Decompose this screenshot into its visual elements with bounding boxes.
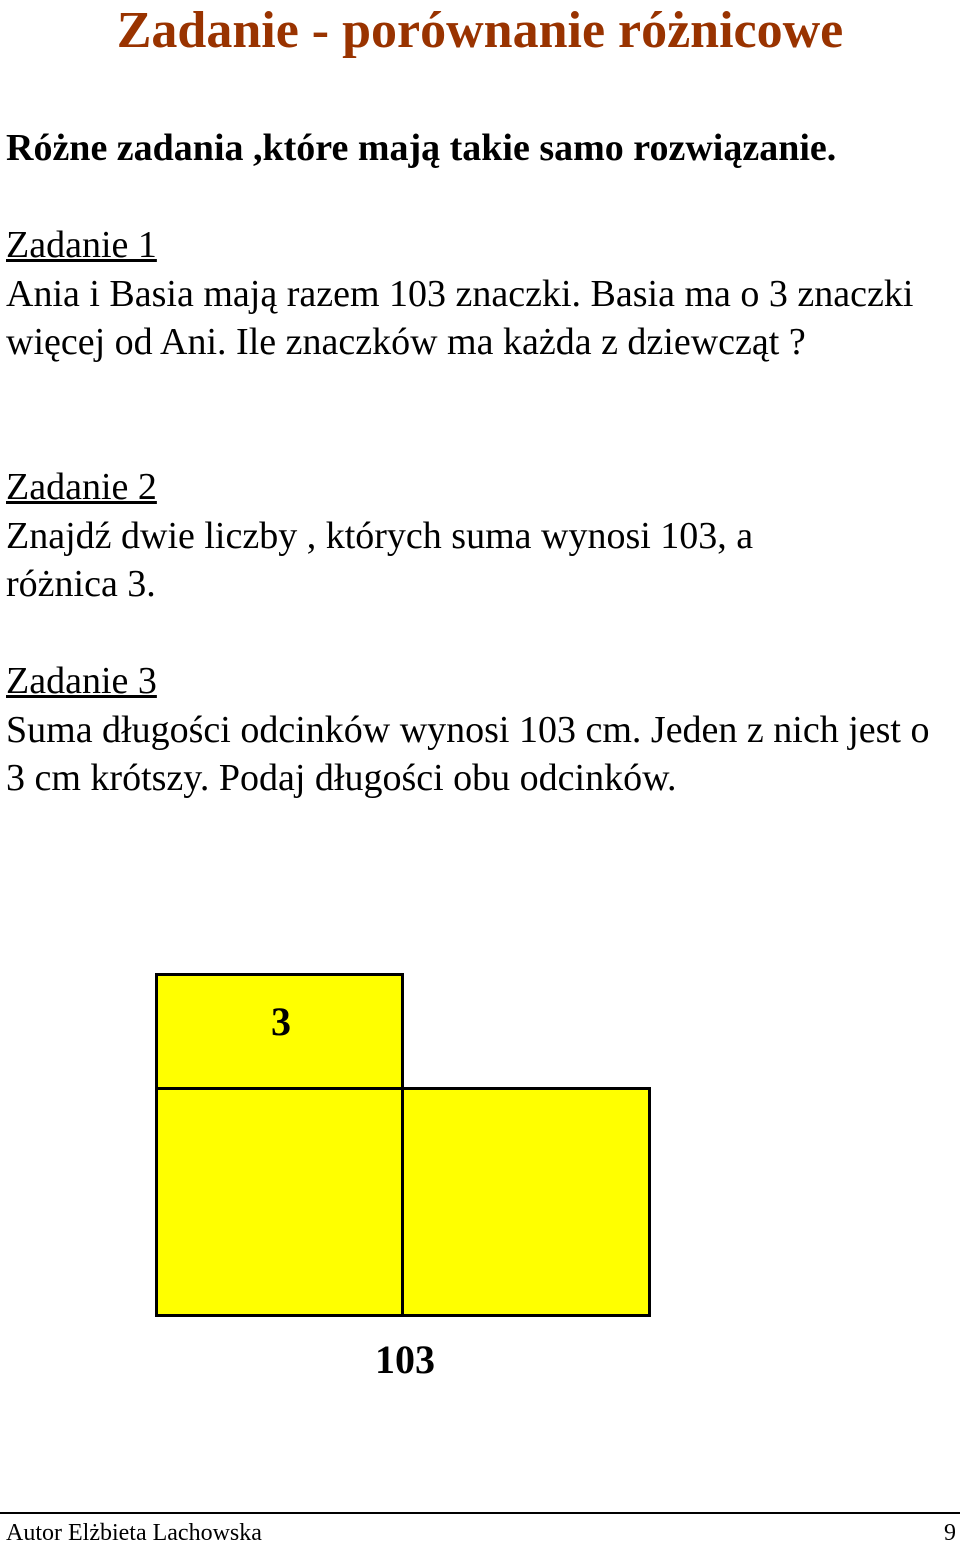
- task-3-heading: Zadanie 3: [6, 660, 157, 702]
- difference-diagram: [0, 960, 700, 1400]
- task-2-body: Znajdź dwie liczby , których suma wynosi 103, a różnica 3.: [6, 514, 754, 605]
- left-equal-box: [155, 1087, 404, 1317]
- page-title: Zadanie - porównanie różnicowe: [116, 2, 844, 59]
- task-3: [6, 657, 956, 803]
- task-2-heading: Zadanie 2: [6, 466, 157, 508]
- sum-label: 103: [375, 1337, 435, 1382]
- footer-author: Autor Elżbieta Lachowska: [6, 1520, 262, 1546]
- task-3-body: Suma długości odcinków wynosi 103 cm. Jeden z nich jest o 3 cm krótszy. Podaj długości obu odcinków.: [6, 708, 930, 799]
- page-footer: [0, 1512, 960, 1544]
- right-equal-box: [401, 1087, 651, 1317]
- task-2: [6, 463, 956, 609]
- task-1-heading: Zadanie 1: [6, 224, 157, 266]
- page-number: 9: [944, 1520, 956, 1546]
- page-subtitle: Różne zadania ,które mają takie samo rozwiązanie.: [6, 127, 837, 169]
- difference-label: 3: [271, 999, 291, 1044]
- task-1: [6, 221, 956, 367]
- task-1-body: Ania i Basia mają razem 103 znaczki. Basia ma o 3 znaczki więcej od Ani. Ile znaczków ma każda z dziewcząt ?: [6, 272, 914, 363]
